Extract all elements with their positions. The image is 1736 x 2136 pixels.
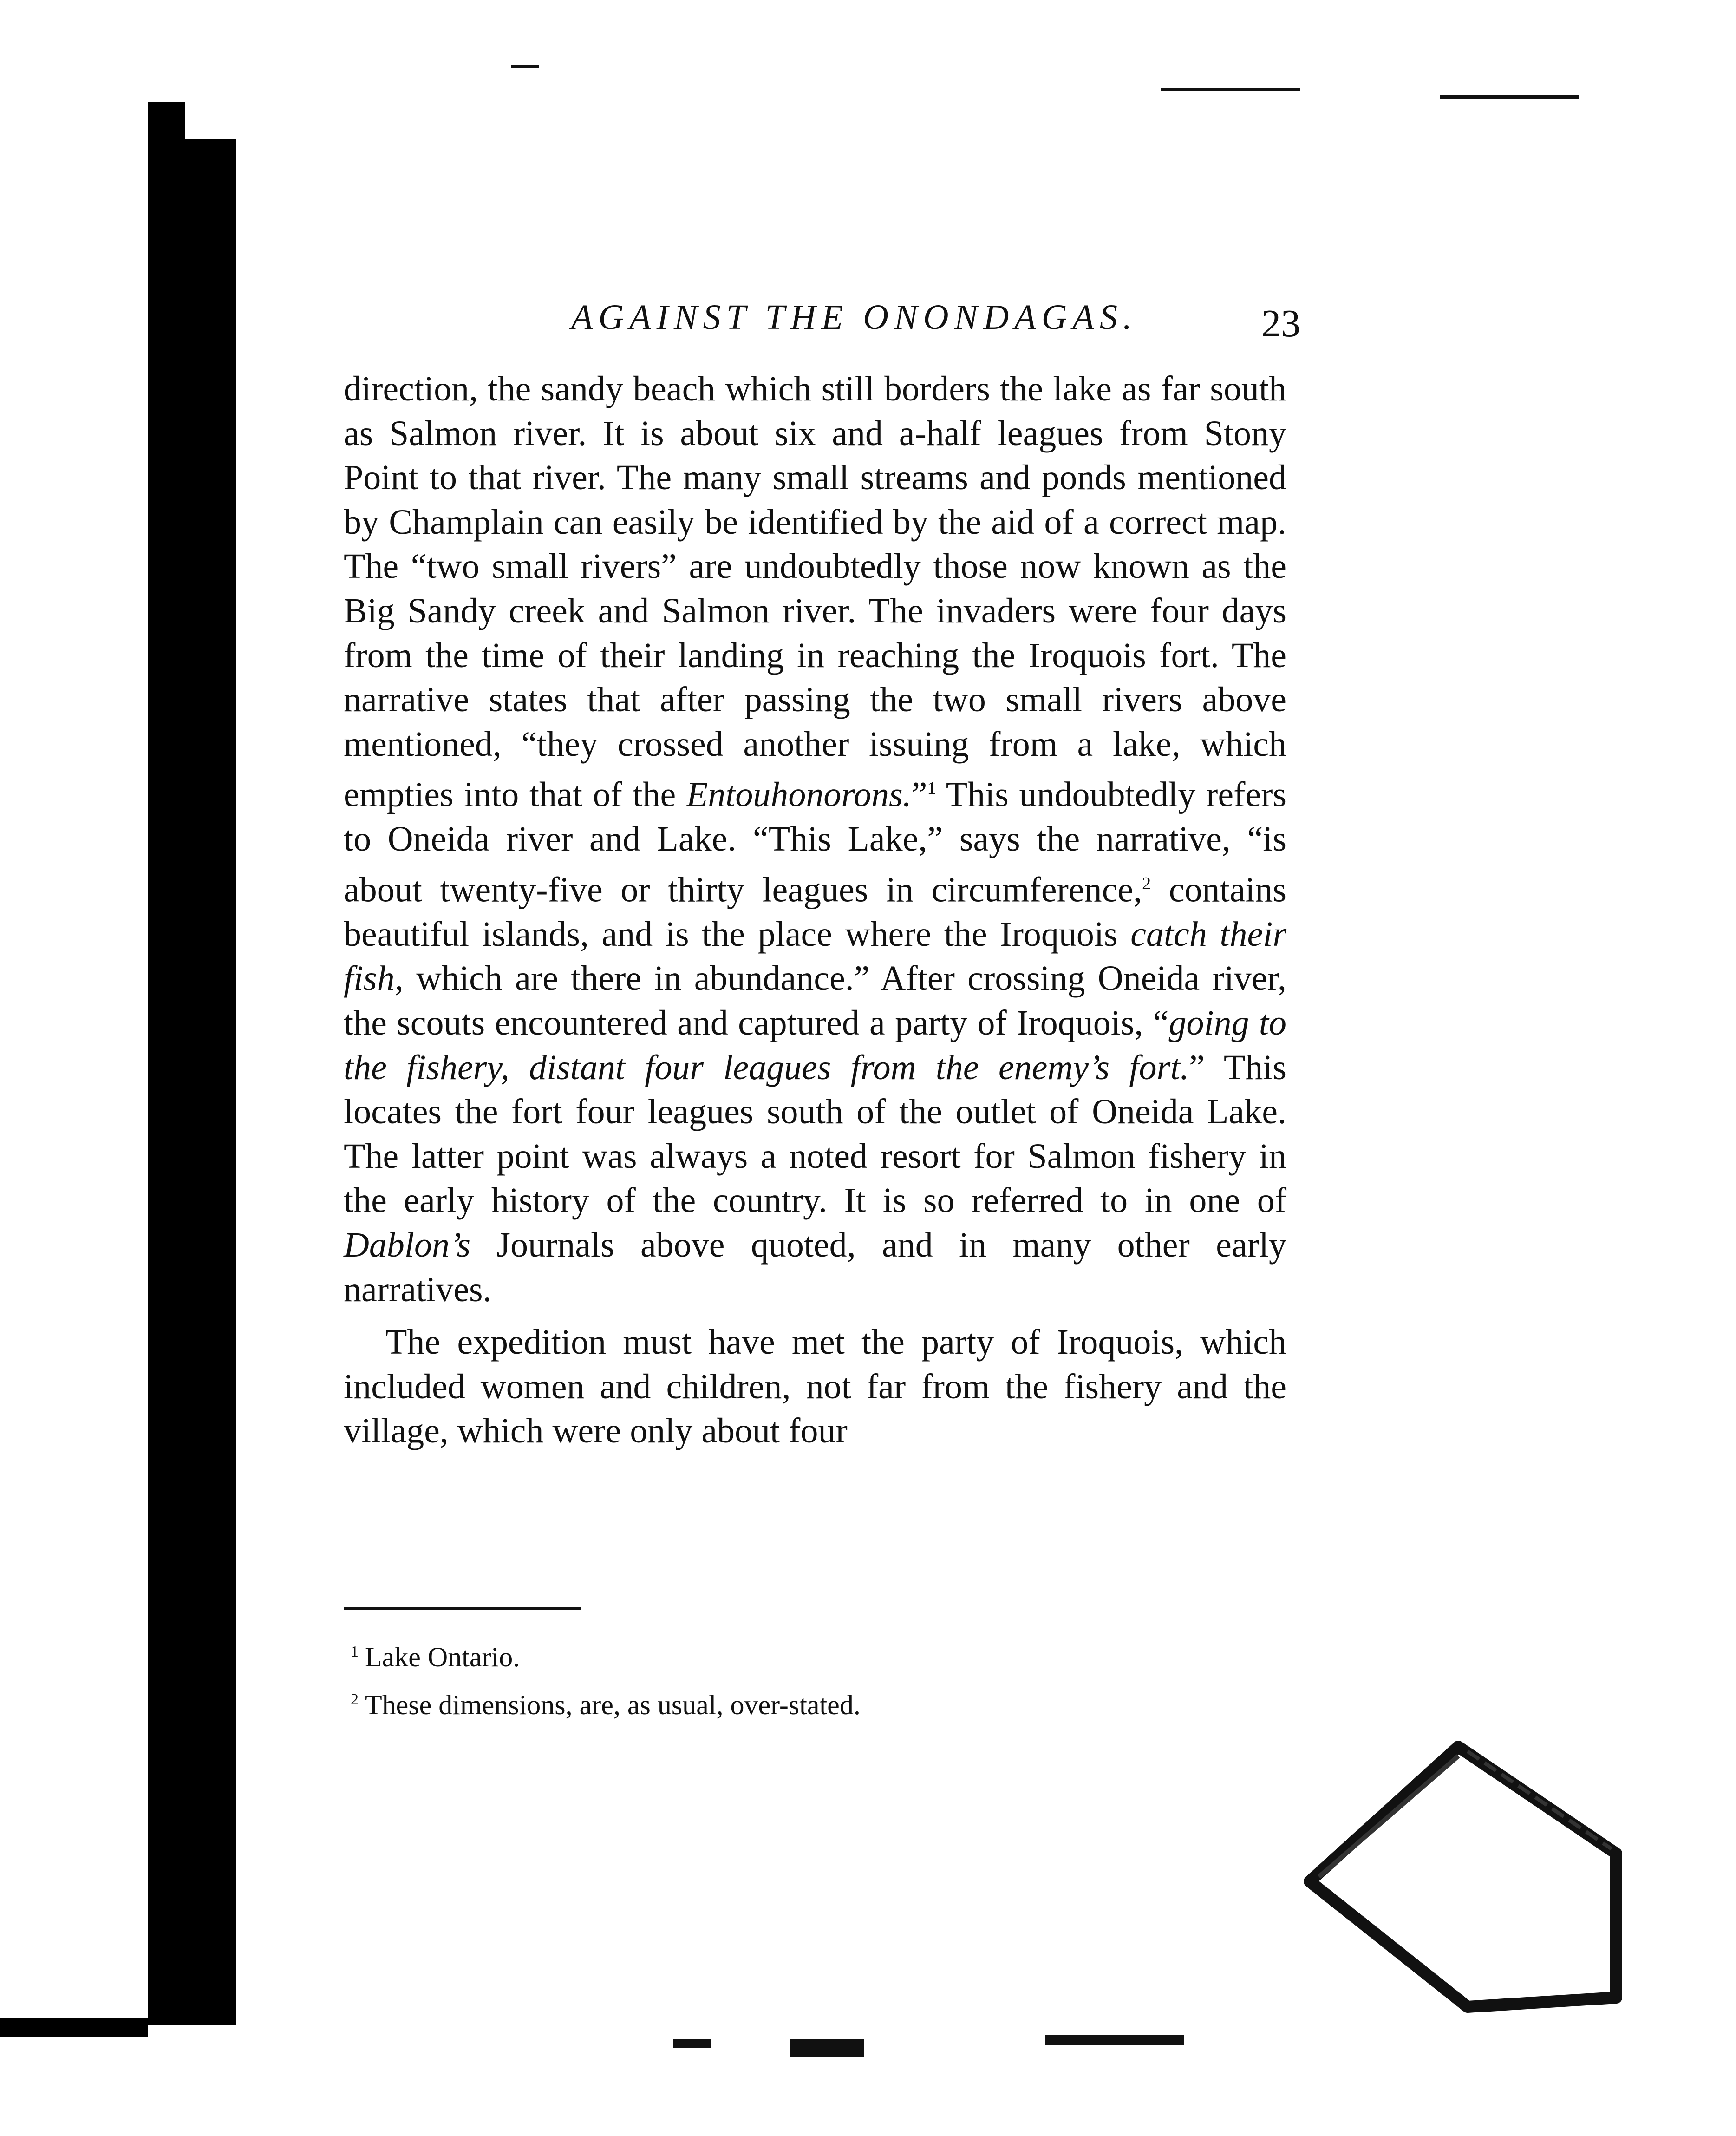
footnote-1 [351,1631,861,1678]
text-run: ” [911,775,927,814]
text-run: This undoubtedly refers to Oneida river and Lake. “This Lake,” says the narrative, “is about twenty-five or thirty leagues in circumference, [344,775,1286,910]
binding-shadow [148,139,236,2025]
footnote-2 [351,1678,861,1726]
footnotes [351,1631,861,1726]
scan-speck [1440,95,1579,99]
running-title: AGAINST THE ONONDAGAS. [571,298,1137,337]
footnote-ref-2: 2 [1142,873,1151,893]
italic-run: Dablon’s [344,1225,471,1265]
scan-speck [673,2039,711,2048]
paragraph-1 [344,367,1286,1312]
scan-speck [511,65,539,68]
scan-speck [1161,88,1300,91]
text-run: Journals above quoted, and in many other early narratives. [344,1225,1286,1309]
italic-run: going to the fishery, distant four leagues from the enemy’s fort. [344,1003,1286,1087]
page-number: 23 [1261,302,1300,345]
bottom-shadow [0,2018,148,2037]
footnote-ref-1: 1 [927,779,936,799]
scan-speck [1045,2035,1184,2045]
footnote-divider [344,1607,581,1610]
page-header [571,297,1300,353]
italic-run: catch their fish, [344,914,1286,998]
scan-speck [790,2039,864,2057]
body-text [344,367,1286,1454]
footnote-text: These dimensions, are, as usual, over-stated. [365,1690,861,1720]
footnote-marker: 2 [351,1691,359,1708]
italic-run: Entouhonorons. [686,775,912,814]
corner-damage-mark [1291,1719,1635,2021]
footnote-text: Lake Ontario. [365,1642,520,1672]
paragraph-2: The expedition must have met the party of Iroquois, which included women and children, not far from the fishery and the village, which were only about four [344,1323,1286,1451]
text-run: contains beautiful islands, and is the place where the Iroquois [344,870,1286,954]
text-run: which are there in abundance.” After crossing Oneida river, the scouts encountered and captured a party of Iroquois, “ [344,959,1286,1042]
text-run: ” This locates the fort four leagues south of the outlet of Oneida Lake. The latter point was always a noted resort for Salmon fishery in the early history of the country. It is so referred to in one of [344,1048,1286,1220]
text-run: direction, the sandy beach which still borders the lake as far south as Salmon river. It is about six and a-half leagues from Stony Point to that river. The many small streams and ponds mentioned by Champlain can easily be identified by the aid of a correct map. The “two small rivers” are undoubtedly those now known as the Big Sandy creek and Salmon river. The invaders were four days from the time of their landing in reaching the Iroquois fort. The narrative states that after passing the two small rivers above mentioned, “they crossed another issuing from a lake, which empties into that of the [344,369,1286,814]
footnote-marker: 1 [351,1643,359,1660]
